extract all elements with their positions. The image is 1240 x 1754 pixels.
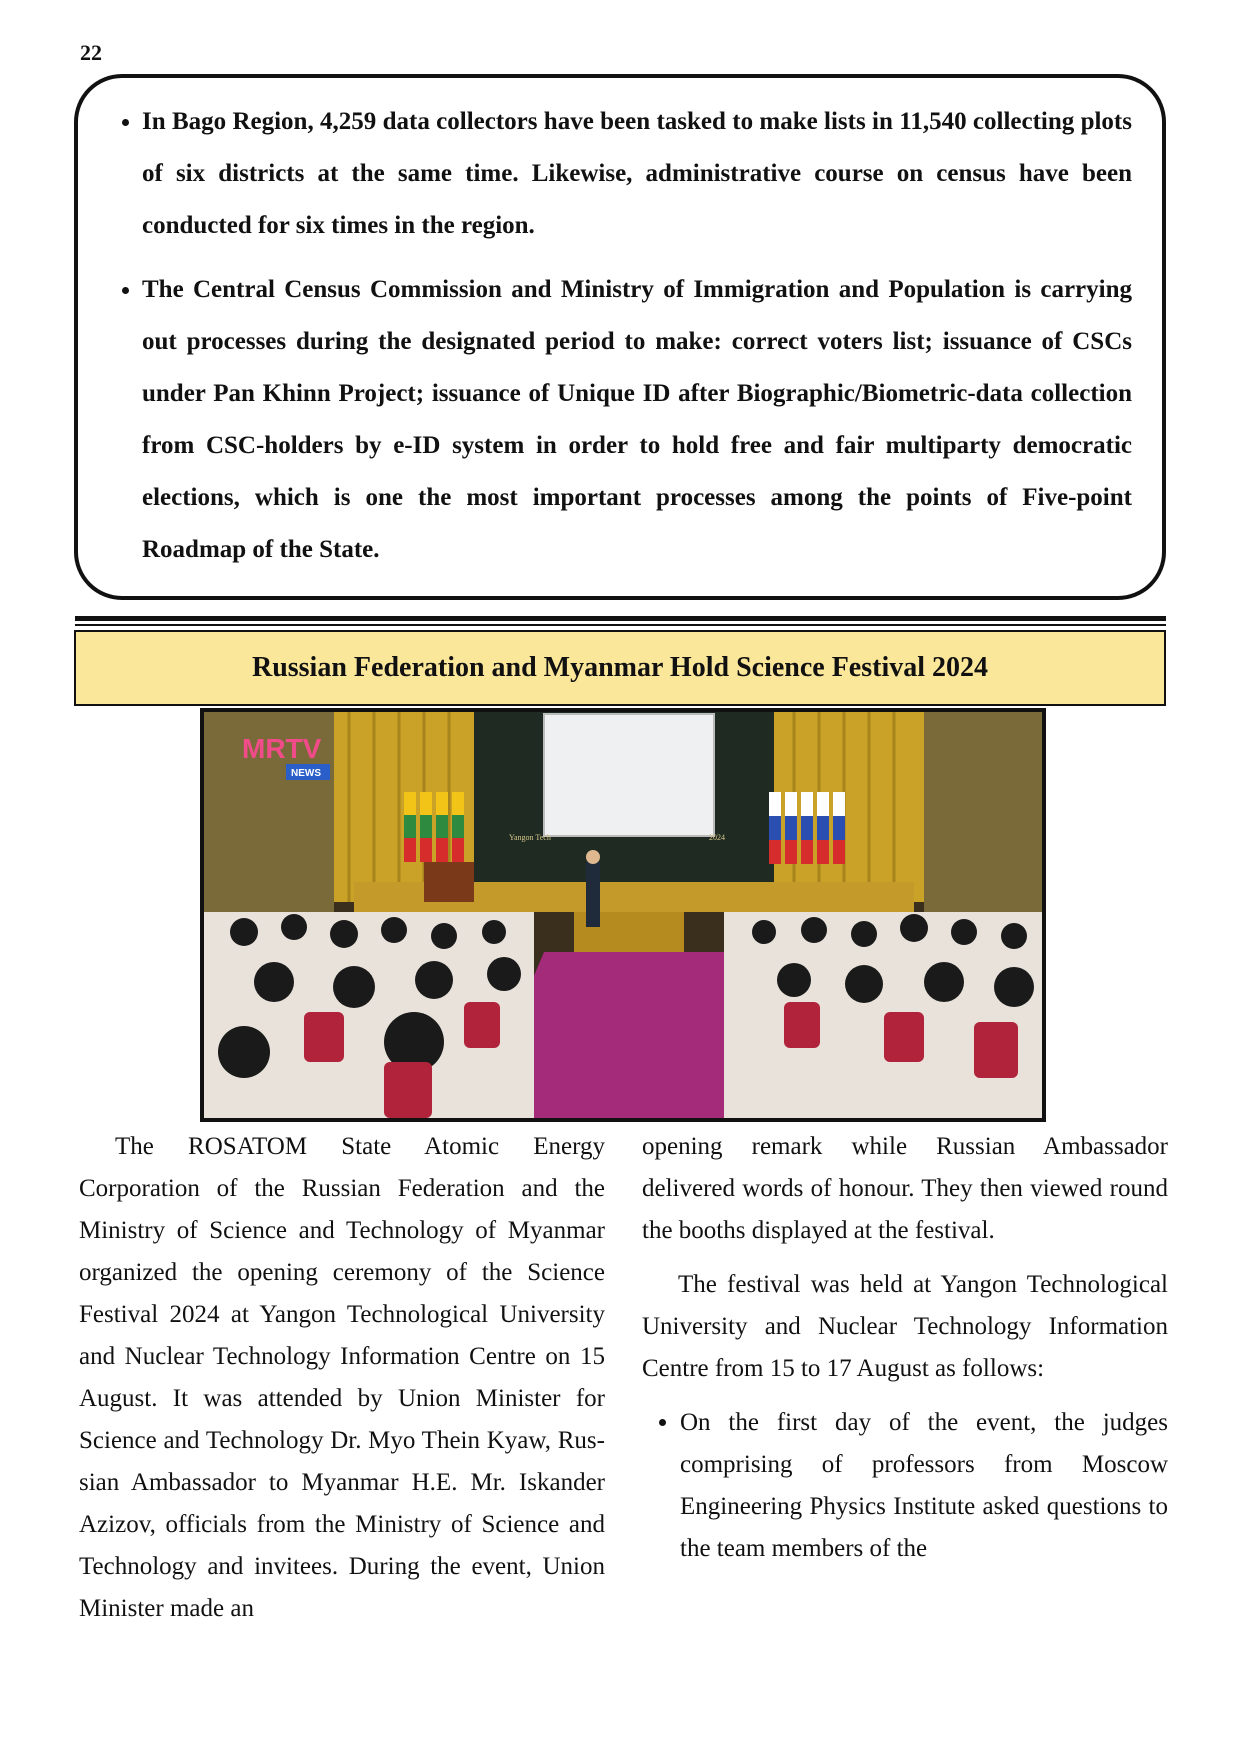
highlight-item: • The Central Census Commission and Ministry of Immigration and Population is carrying out processes during the designated period to make: correct voters list; issuance of CSCs under Pan Khinn Project; issuance of Unique ID after Biographic/Biometric-data collection from CSC-holders by e-ID system in order to hold free and fair multiparty democratic elections, which is one the most important processes among the points of Five-point Roadmap of the State. (142, 264, 1132, 576)
article-photo (200, 708, 1046, 1122)
russian-flags-icon (769, 792, 845, 864)
svg-text:NEWS: NEWS (291, 768, 321, 779)
event-hall-illustration (204, 712, 1042, 1118)
article-right-column (642, 1126, 1168, 1570)
banner-right-text: 2024 (709, 833, 725, 842)
highlights-box (74, 74, 1166, 600)
event-days-list (642, 1402, 1168, 1570)
section-divider-thick (75, 616, 1166, 621)
article-paragraph: The ROSATOM State Atomic Energy Corporation of the Russian Federation and the Ministry of Science and Technology of Myanmar organized the opening ceremony of the Science Festival 2024 at Yangon Technological University and Nuclear Technology Information Centre on 15 August. It was attended by Union Minister for Science and Technology Dr. Myo Thein Kyaw, Russian Ambassador to Myanmar H.E. Mr. Iskander Azizov, officials from the Ministry of Science and Technology and invitees. During the event, Union Minister made an (79, 1133, 605, 1622)
list-item: • On the first day of the event, the judges comprising of professors from Moscow Engineering Physics Institute asked questions to the team members of the (680, 1402, 1168, 1570)
highlights-list (108, 96, 1132, 576)
section-divider-thin (75, 624, 1166, 626)
article-left-column (79, 1126, 605, 1630)
highlight-item: • In Bago Region, 4,259 data collectors have been tasked to make lists in 11,540 collecting plots of six districts at the same time. Likewise, administrative course on census have been conducted for six times in the region. (142, 96, 1132, 252)
svg-text:MRTV: MRTV (242, 733, 322, 764)
page-number: 22 (80, 40, 102, 65)
article-paragraph: The festival was held at Yangon Technological University and Nuclear Technology Information Centre from 15 to 17 August as follows: (642, 1271, 1168, 1382)
article-paragraph-continuation: opening remark while Russian Ambassador delivered words of honour. They then viewed round the booths displayed at the festival. (642, 1133, 1168, 1244)
banner-left-text: Yangon Tech (509, 833, 551, 842)
article-headline: Russian Federation and Myanmar Hold Science Festival 2024 (74, 630, 1166, 706)
